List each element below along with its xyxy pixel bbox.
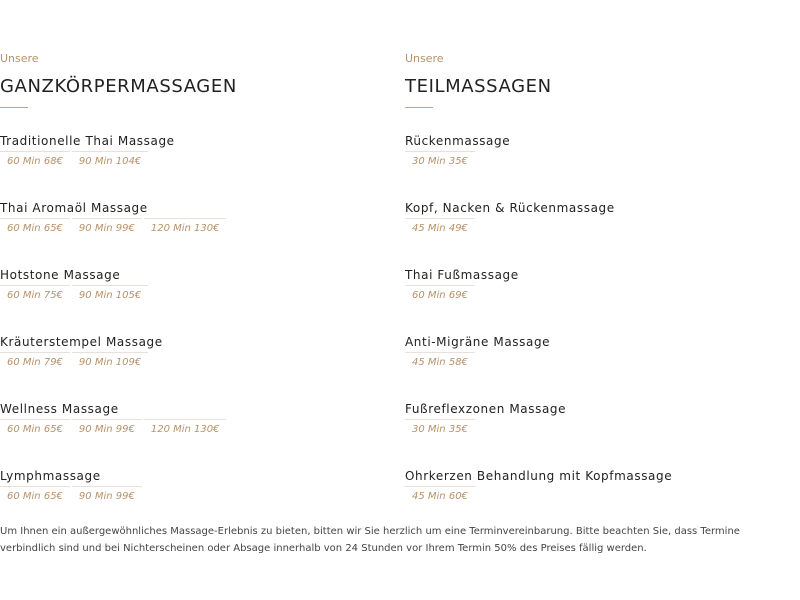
title-divider [0, 107, 28, 108]
massage-name: Traditionelle Thai Massage [0, 134, 175, 148]
price-options [0, 352, 390, 369]
price-option: 60 Min 65€ [0, 218, 70, 235]
price-option: 90 Min 99€ [72, 419, 142, 436]
price-option: 30 Min 35€ [405, 419, 475, 436]
price-option: 90 Min 99€ [72, 486, 142, 503]
full-body-massages-section [0, 52, 390, 536]
partial-massages-section [405, 52, 795, 536]
booking-note: Um Ihnen ein außergewöhnliches Massage-Erlebnis zu bieten, bitten wir Sie herzlich um eine Terminvereinbarung. Bitte beachten Sie, dass Termine verbindlich sind und bei Nichterscheinen oder Absage innerhalb von 24 Stunden vor Ihrem Termin 50% des Preises fällig werden. [0, 526, 740, 554]
price-option: 90 Min 99€ [72, 218, 142, 235]
massage-item [0, 201, 390, 268]
massage-item [0, 268, 390, 335]
price-options [0, 486, 390, 503]
price-option: 90 Min 109€ [72, 352, 148, 369]
price-options [0, 151, 390, 168]
price-options [405, 352, 795, 369]
price-options [405, 419, 795, 436]
massage-item [405, 201, 795, 268]
massage-item [405, 268, 795, 335]
massage-name: Lymphmassage [0, 469, 101, 483]
massage-item [405, 402, 795, 469]
price-option: 45 Min 49€ [405, 218, 475, 235]
price-option: 60 Min 65€ [0, 486, 70, 503]
price-options [0, 218, 390, 235]
price-option: 120 Min 130€ [144, 419, 227, 436]
price-option: 60 Min 79€ [0, 352, 70, 369]
massage-name: Wellness Massage [0, 402, 119, 416]
price-options [0, 419, 390, 436]
massage-item [405, 134, 795, 201]
section-title: GANZKÖRPERMASSAGEN [0, 76, 237, 97]
massage-list [0, 134, 390, 536]
massage-name: Ohrkerzen Behandlung mit Kopfmassage [405, 469, 673, 483]
price-options [405, 218, 795, 235]
massage-item [0, 402, 390, 469]
price-option: 45 Min 60€ [405, 486, 475, 503]
section-eyebrow: Unsere [0, 52, 39, 65]
price-option: 60 Min 65€ [0, 419, 70, 436]
price-options [405, 285, 795, 302]
title-divider [405, 107, 433, 108]
price-options [405, 151, 795, 168]
price-options [405, 486, 795, 503]
massage-item [0, 134, 390, 201]
price-option: 120 Min 130€ [144, 218, 227, 235]
massage-name: Kräuterstempel Massage [0, 335, 163, 349]
massage-name: Hotstone Massage [0, 268, 121, 282]
price-option: 60 Min 69€ [405, 285, 475, 302]
massage-name: Rückenmassage [405, 134, 511, 148]
price-option: 90 Min 104€ [72, 151, 148, 168]
price-options [0, 285, 390, 302]
massage-name: Kopf, Nacken & Rückenmassage [405, 201, 615, 215]
price-option: 60 Min 68€ [0, 151, 70, 168]
massage-name: Thai Fußmassage [405, 268, 519, 282]
section-title: TEILMASSAGEN [405, 76, 552, 97]
massage-list [405, 134, 795, 536]
massage-item [405, 335, 795, 402]
massage-name: Thai Aromaöl Massage [0, 201, 148, 215]
massage-name: Fußreflexzonen Massage [405, 402, 567, 416]
massage-item [0, 335, 390, 402]
section-eyebrow: Unsere [405, 52, 444, 65]
price-option: 90 Min 105€ [72, 285, 148, 302]
price-option: 60 Min 75€ [0, 285, 70, 302]
price-option: 45 Min 58€ [405, 352, 475, 369]
price-option: 30 Min 35€ [405, 151, 475, 168]
massage-name: Anti-Migräne Massage [405, 335, 551, 349]
